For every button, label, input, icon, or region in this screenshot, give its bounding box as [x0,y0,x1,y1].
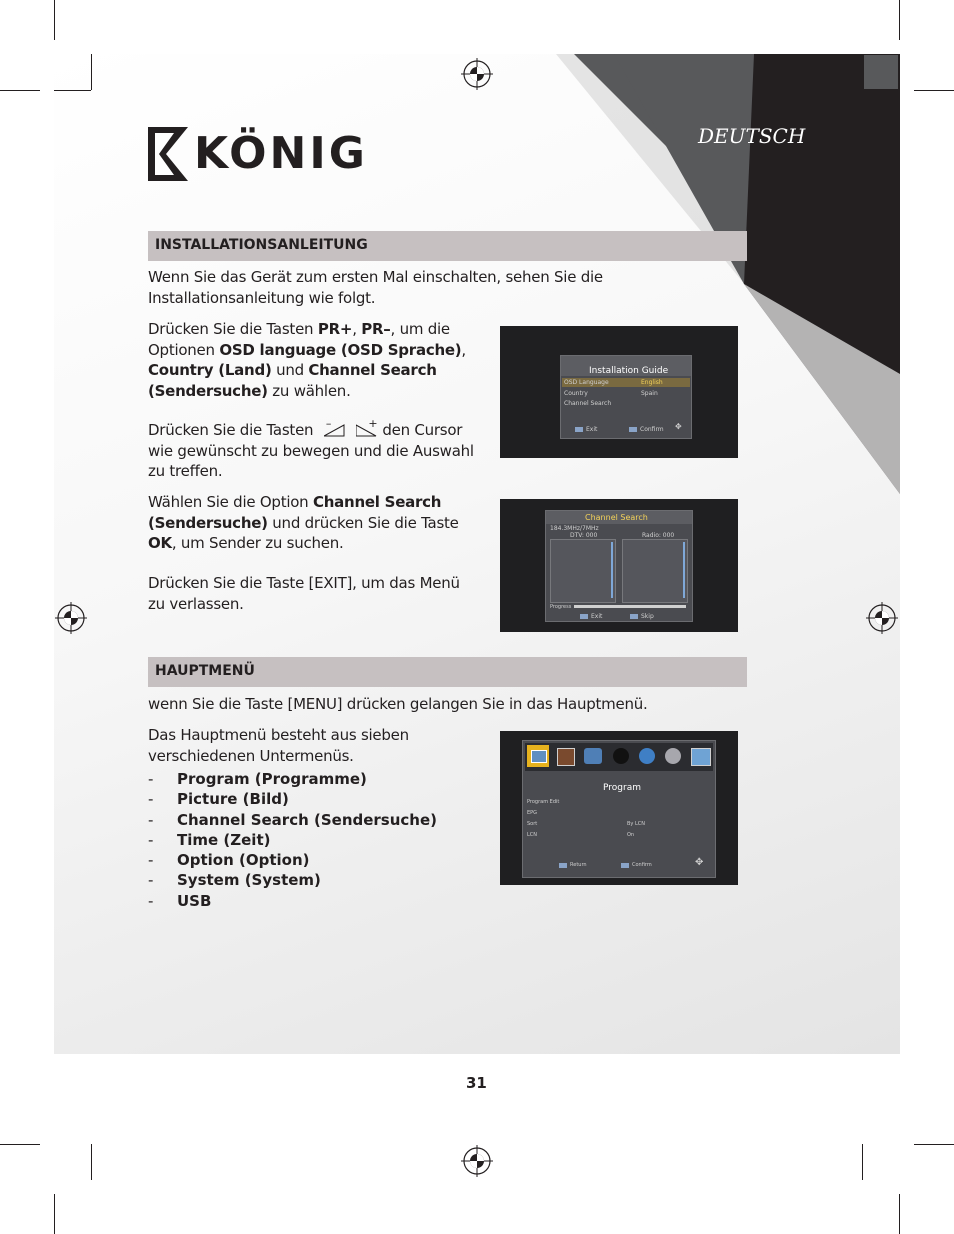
section-title: HAUPTMENÜ [155,663,255,679]
installation-paragraph-2: Drücken Sie die Tasten – + den Cursor wie gewünscht zu bewegen und die Auswahl zu treffen. [148,417,474,480]
osd-title: Installation Guide [589,366,669,376]
registration-mark-top [461,58,493,90]
osd-footer-exit: Exit [586,426,598,433]
osd-footer-confirm: Confirm [632,862,652,868]
crop-mark [91,1144,92,1180]
osd-panel [522,740,716,878]
dtv-list [550,539,616,603]
menu-icon-bar [525,743,713,771]
return-key-icon [559,863,567,868]
osd-row-value: On [627,832,635,838]
system-menu-icon [665,748,681,764]
osd-row-label: Sort [527,821,538,827]
osd-footer-confirm: Confirm [640,426,664,433]
language-label: DEUTSCH [698,124,806,148]
installation-guide-screenshot [500,326,738,458]
osd-row-label: OSD Language [564,379,609,386]
crop-mark [862,1144,863,1180]
main-menu-intro: wenn Sie die Taste [MENU] drücken gelangen Sie in das Hauptmenü. [148,695,648,713]
section-title: INSTALLATIONSANLEITUNG [155,237,368,253]
navigation-arrows-icon: ✥ [695,857,704,868]
section-header-main-menu [148,657,747,687]
picture-menu-icon [557,748,575,766]
osd-row-label: Channel Search [564,400,612,407]
radio-list [622,539,688,603]
time-menu-icon [613,748,629,764]
volume-down-key-icon: – [324,422,346,436]
main-menu-paragraph: Das Hauptmenü besteht aus sieben verschiedenen Untermenüs. [148,726,409,765]
crop-mark [54,1194,55,1234]
volume-up-key-icon: + [356,422,378,436]
osd-title: Channel Search [585,513,648,522]
installation-paragraph-1: Drücken Sie die Tasten PR+, PR–, um die Optionen OSD language (OSD Sprache), Country (Land) und Channel Search (Sendersuche) zu wählen. [148,320,466,400]
osd-row-label: Program Edit [527,799,560,805]
osd-radio-count: Radio: 000 [642,532,675,539]
channel-search-menu-icon [584,748,602,764]
crop-mark [914,90,954,91]
konig-logo-mark [148,127,188,181]
program-menu-icon [527,745,549,767]
osd-footer-skip: Skip [641,613,654,620]
corner-tab-box [863,54,899,90]
osd-row-label: EPG [527,810,538,816]
brand-logo-text: KÖNIG [194,128,368,179]
crop-mark [54,0,55,40]
crop-mark [0,1144,40,1145]
page-number: 31 [466,1074,487,1092]
skip-key-icon [630,614,638,619]
registration-mark-left [55,602,87,634]
crop-mark [899,0,900,40]
progress-label: Progress [550,604,572,610]
installation-intro: Wenn Sie das Gerät zum ersten Mal einschalten, sehen Sie die Installationsanleitung wie folgt. [148,268,603,307]
option-menu-icon [639,748,655,764]
exit-key-icon [575,427,583,432]
osd-footer-return: Return [570,862,587,868]
osd-panel [545,510,693,622]
osd-title: Program [603,783,641,793]
navigation-arrows-icon: ✥ [675,422,682,431]
crop-mark [914,1144,954,1145]
registration-mark-right [866,602,898,634]
usb-menu-icon [691,748,711,766]
installation-paragraph-3: Wählen Sie die Option Channel Search (Sendersuche) und drücken Sie die Taste OK, um Sender zu suchen. [148,493,459,552]
progress-bar [574,605,686,608]
crop-mark [899,1194,900,1234]
osd-footer-exit: Exit [591,613,603,620]
channel-search-screenshot [500,499,738,632]
main-menu-screenshot [500,731,738,885]
section-header-installation [148,231,747,261]
osd-panel [560,355,692,439]
osd-row-value: By LCN [627,821,645,827]
osd-dtv-count: DTV: 000 [570,532,598,539]
osd-row-value: English [641,379,663,386]
osd-row-value: Spain [641,390,658,397]
osd-row-label: LCN [527,832,538,838]
installation-paragraph-4: Drücken Sie die Taste [EXIT], um das Menü zu verlassen. [148,574,460,613]
confirm-key-icon [629,427,637,432]
osd-frequency: 184.3MHz/7MHz [550,525,599,532]
osd-row-label: Country [564,390,588,397]
registration-mark-bottom [461,1145,493,1177]
exit-key-icon [580,614,588,619]
confirm-key-icon [621,863,629,868]
crop-mark [0,90,40,91]
crop-mark [91,54,92,90]
crop-mark [54,90,91,91]
